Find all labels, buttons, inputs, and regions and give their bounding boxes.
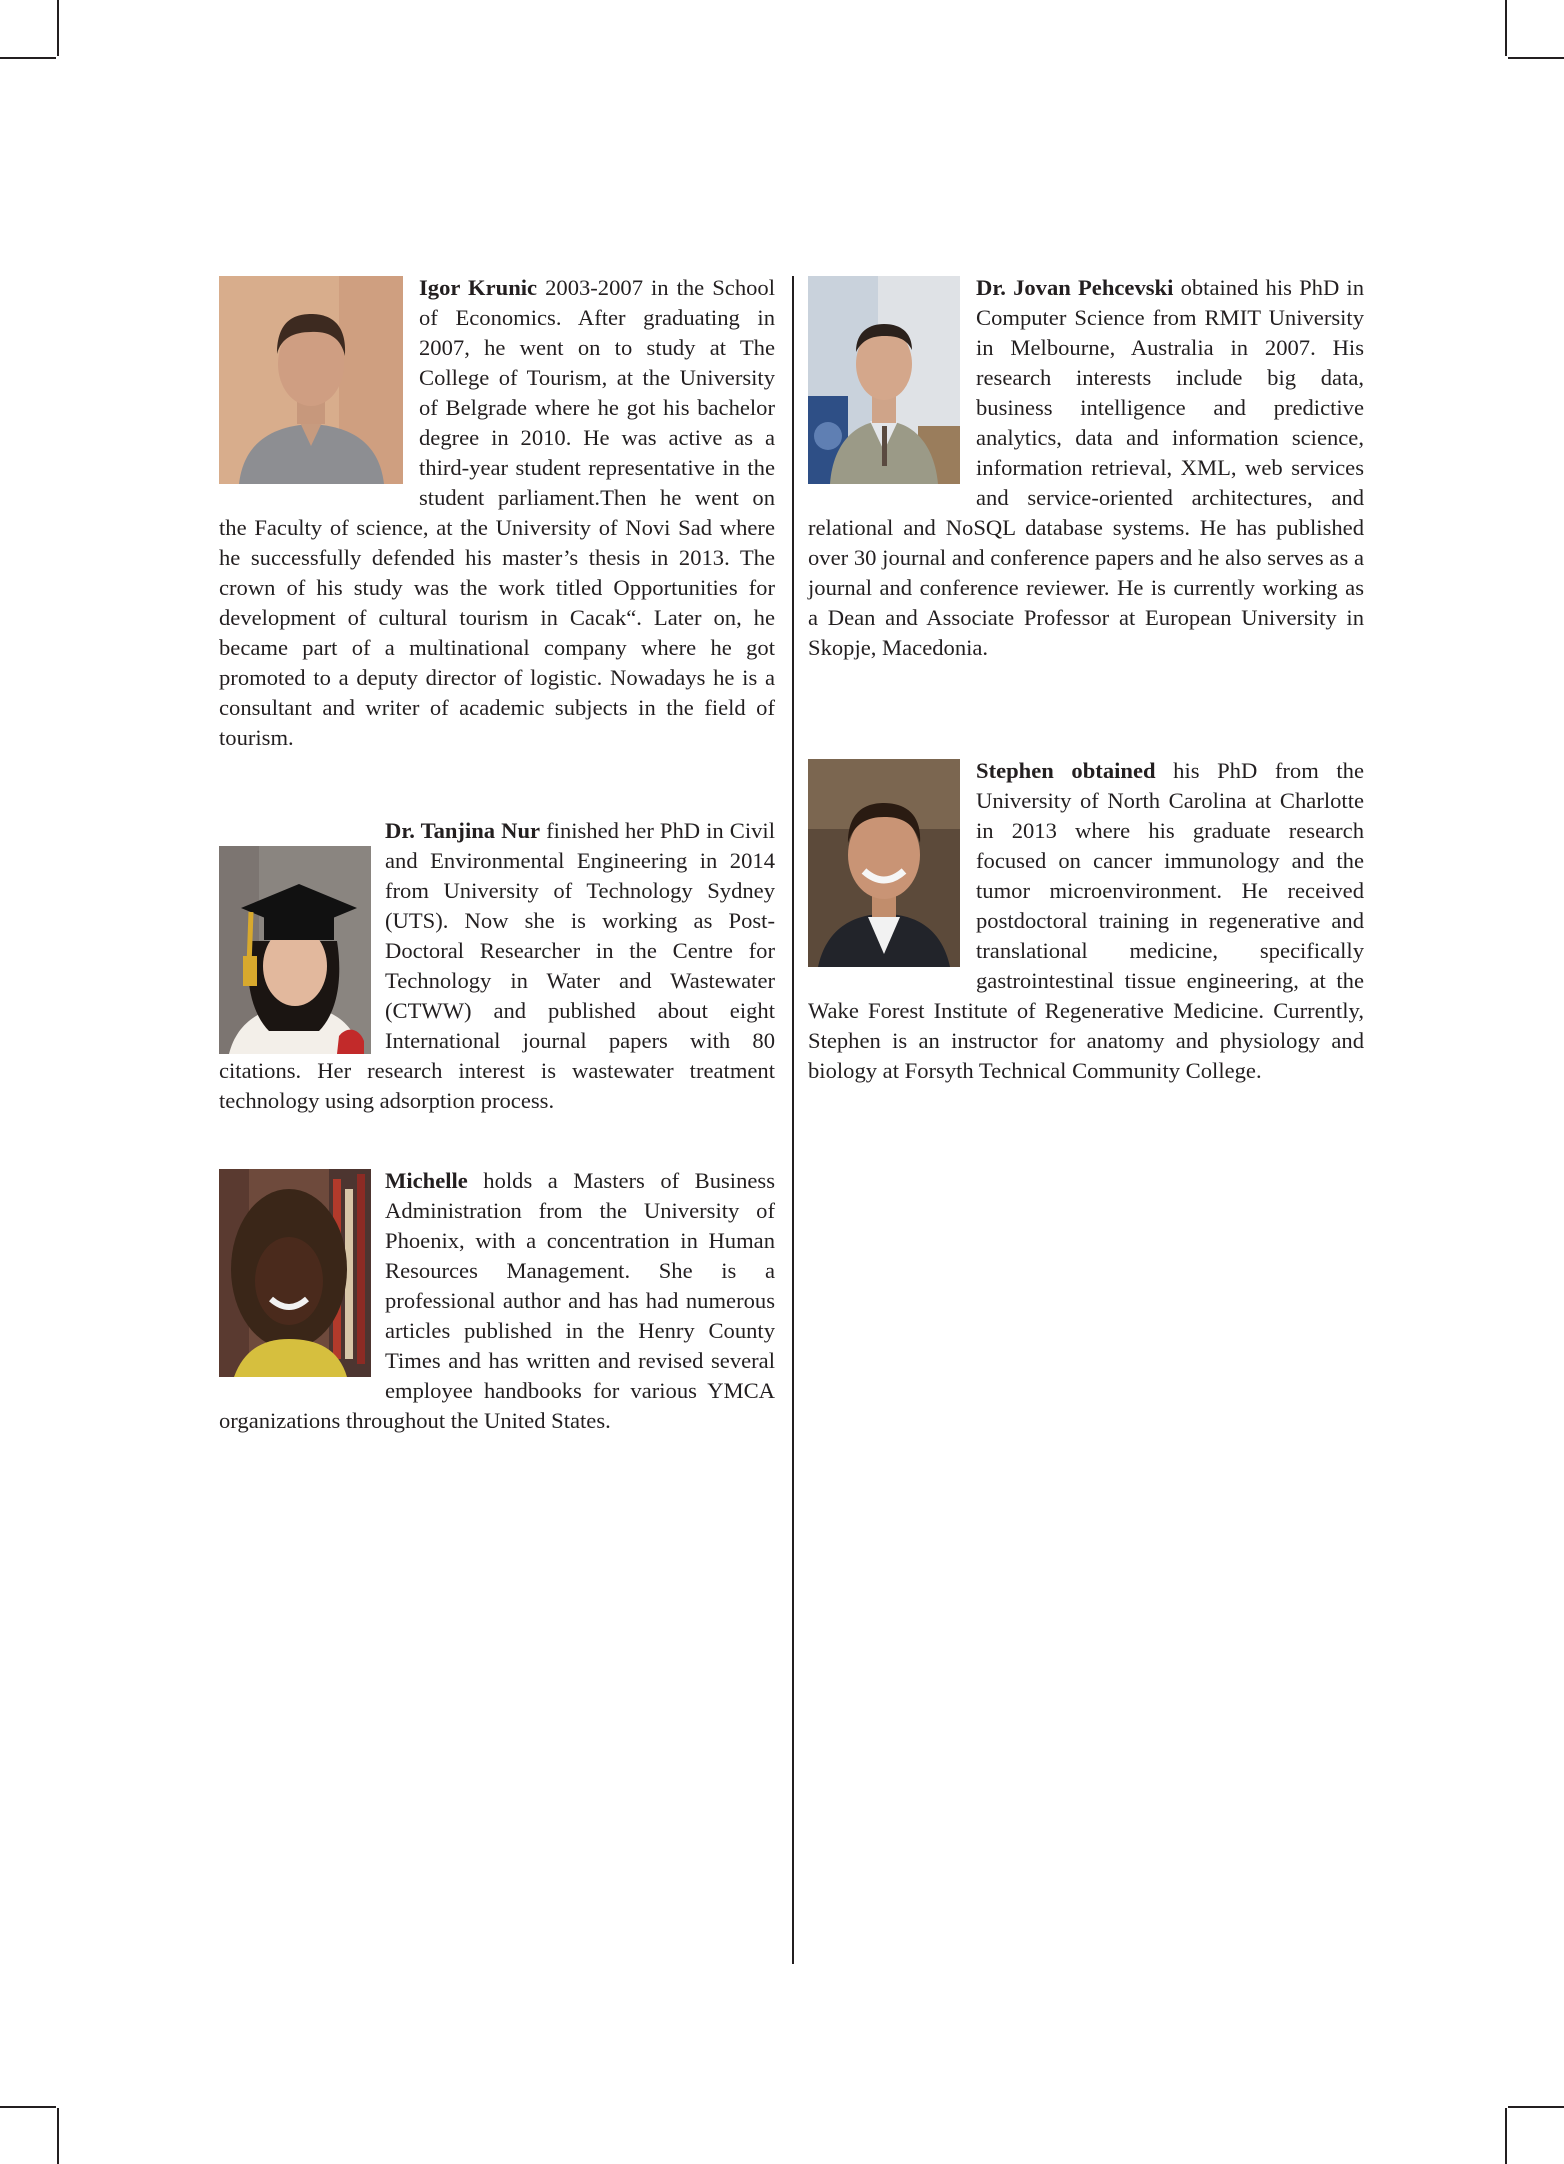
bio-name: Igor Krunic [419,275,538,300]
bio-text: finished her PhD in Civil and Environmental Engineering in 2014 from University of Technology Sydney (UTS). Now she is working as Post-Doctoral Researcher in the Centre for Technology in Water and Wastewater (CTWW) and published about eight International journal papers with 80 citations. Her research interest is wastewater treatment technology using adsorption process. [219,818,775,1113]
crop-mark [1508,2106,1564,2108]
portrait-photo [219,846,371,1054]
crop-mark [57,0,59,56]
bio-text: obtained his PhD in Computer Science from RMIT University in Melbourne, Australia in 2007. His research interests include big data, business intelligence and predictive analytics, data and information science, information retrieval, XML, web services and service-oriented architectures, and relational and NoSQL database systems. He has published over 30 journal and conference papers and he also serves as a journal and conference reviewer. He is currently working as a Dean and Associate Professor at European University in Skopje, Macedonia. [808,275,1365,660]
column-divider [792,276,794,1964]
bio-igor-krunic [219,273,775,753]
bio-name: Dr. Tanjina Nur [385,818,541,843]
bio-text: holds a Masters of Business Administration from the University of Phoenix, with a concentration in Human Resources Management. She is a professional author and has had numerous articles published in the Henry County Times and has written and revised several employee handbooks for various YMCA organizations throughout the United States. [219,1168,775,1433]
crop-mark [1508,57,1564,59]
bio-michelle [219,1166,775,1436]
portrait-photo [219,1169,371,1377]
crop-mark [1505,0,1507,56]
crop-mark [0,2106,56,2108]
bio-text: 2003-2007 in the School of Economics. After graduating in 2007, he went on to study at The College of Tourism, at the University of Belgrade where he got his bachelor degree in 2010. He was active as a third-year student representative in the student parliament.Then he went on the Faculty of science, at the University of Novi Sad where he successfully defended his master’s thesis in 2013. The crown of his study was the work titled Opportunities for development of cultural tourism in Cacak“. Later on, he became part of a multinational company where he got promoted to a deputy director of logistic. Nowadays he is a consultant and writer of academic subjects in the field of tourism. [219,275,775,750]
bio-stephen [808,756,1364,1086]
portrait-photo [219,276,403,484]
bio-name: Michelle [385,1168,468,1193]
crop-mark [57,2108,59,2164]
bio-jovan-pehcevski [808,273,1364,663]
crop-mark [0,57,56,59]
portrait-photo [808,759,960,967]
bio-text: his PhD from the University of North Carolina at Charlotte in 2013 where his graduate research focused on cancer immunology and the tumor microenvironment. He received postdoctoral training in regenerative and translational medicine, specifically gastrointestinal tissue engineering, at the Wake Forest Institute of Regenerative Medicine. Currently, Stephen is an instructor for anatomy and physiology and biology at Forsyth Technical Community College. [808,758,1364,1083]
portrait-photo [808,276,960,484]
bio-name: Dr. Jovan Pehcevski [976,275,1174,300]
bio-name: Stephen obtained [976,758,1156,783]
crop-mark [1505,2108,1507,2164]
bio-tanjina-nur [219,816,775,1116]
